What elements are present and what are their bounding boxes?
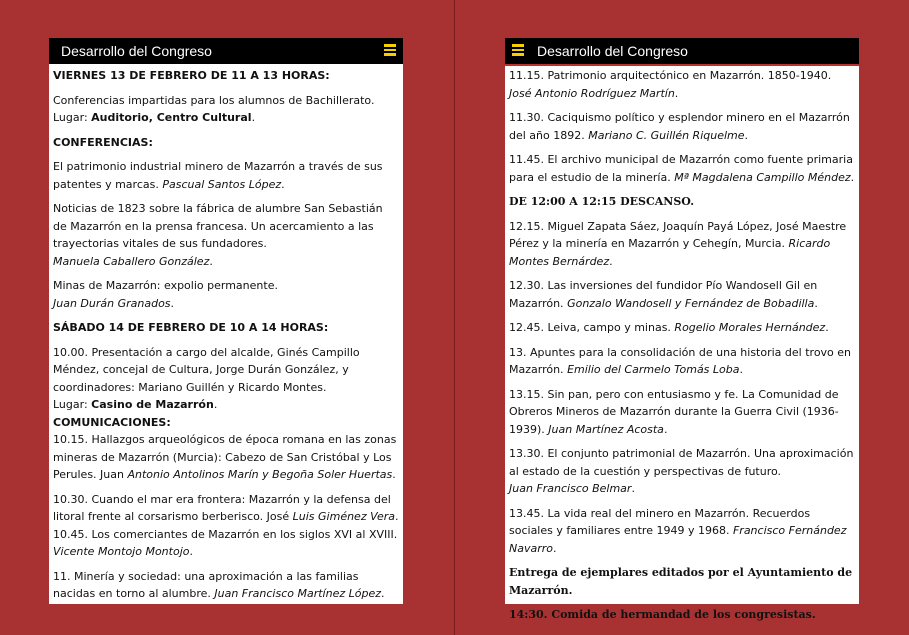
conferences-heading: CONFERENCIAS: (53, 135, 153, 149)
right-panel-body (505, 66, 859, 624)
list-item: 12.30. Las inversiones del fundidor Pío Wandosell Gil en Mazarrón. Gonzalo Wandosell y Fernández de Bobadilla. (509, 279, 818, 310)
list-item: 13.15. Sin pan, pero con entusiasmo y fe. La Comunidad de Obreros Mineros de Mazarrón durante la Guerra Civil (1936-1939). Juan Martínez Acosta. (509, 387, 839, 436)
left-panel-body (49, 64, 403, 603)
list-item: 10.15. Hallazgos arqueológicos de época romana en las zonas mineras de Mazarrón (Murcia): Cabezo de San Cristóbal y Los Perules. Juan Antonio Antolinos Marín y Begoña Soler Huertas. (53, 433, 397, 481)
list-item: 11.15. Patrimonio arquitectónico en Mazarrón. 1850-1940. José Antonio Rodríguez Martín. (509, 69, 832, 100)
lunch-note: 14:30. Comida de hermandad de los congresistas. (509, 608, 816, 621)
delivery-note: Entrega de ejemplares editados por el Ayuntamiento de Mazarrón. (509, 566, 853, 597)
panel-title: Desarrollo del Congreso (537, 43, 688, 59)
right-panel-header (505, 38, 859, 64)
right-panel (505, 38, 859, 621)
break-heading: DE 12:00 A 12:15 DESCANSO. (509, 195, 695, 208)
list-item: 13.30. El conjunto patrimonial de Mazarrón. Una aproximación al estado de la cuestión y perspectivas de futuro. Juan Francisco Belmar. (509, 447, 854, 495)
list-item: 11.45. El archivo municipal de Mazarrón como fuente primaria para el estudio de la minería. Mª Magdalena Campillo Méndez. (509, 153, 855, 184)
list-item: 12.15. Miguel Zapata Sáez, Joaquín Payá López, José Maestre Pérez y la minería en Mazarrón y Cehegín, Murcia. Ricardo Montes Bernárdez. (509, 219, 847, 268)
list-item: 13. Apuntes para la consolidación de una historia del trovo en Mazarrón. Emilio del Carmelo Tomás Loba. (509, 345, 852, 376)
hamburger-menu-icon[interactable] (384, 44, 396, 56)
list-item: 11.30. Caciquismo político y esplendor minero en el Mazarrón del año 1892. Mariano C. Guillén Riquelme. (509, 111, 850, 142)
left-panel-header (49, 38, 403, 64)
list-item: El patrimonio industrial minero de Mazarrón a través de sus patentes y marcas. Pascual Santos López. (53, 160, 383, 191)
hamburger-menu-icon[interactable] (512, 44, 524, 56)
friday-intro: Conferencias impartidas para los alumnos de Bachillerato. Lugar: Auditorio, Centro Cultural. (53, 93, 375, 124)
list-item: 10.45. Los comerciantes de Mazarrón en los siglos XVI al XVIII. Vicente Montojo Montojo. (53, 527, 398, 558)
list-item: Minas de Mazarrón: expolio permanente. Juan Durán Granados. (53, 279, 278, 310)
list-item: 12.45. Leiva, campo y minas. Rogelio Morales Hernández. (509, 321, 829, 334)
list-item: 11. Minería y sociedad: una aproximación a las familias nacidas en torno al alumbre. Juan Francisco Martínez López. (53, 569, 385, 600)
list-item: 10.30. Cuando el mar era frontera: Mazarrón y la defensa del litoral frente al corsarismo berberisco. José Luis Giménez Vera. (53, 492, 399, 523)
list-item: Noticias de 1823 sobre la fábrica de alumbre San Sebastián de Mazarrón en la prensa francesa. Un acercamiento a las trayectorias vitales de sus fundadores. Manuela Caballero González. (53, 202, 383, 268)
list-item: 13.45. La vida real del minero en Mazarrón. Recuerdos sociales y familiares entre 1949 y 1968. Francisco Fernández Navarro. (509, 506, 847, 555)
left-panel (49, 38, 403, 604)
friday-heading: VIERNES 13 DE FEBRERO DE 11 A 13 HORAS: (53, 69, 330, 82)
page-divider (454, 0, 455, 635)
saturday-heading: SÁBADO 14 DE FEBRERO DE 10 A 14 HORAS: (53, 321, 329, 334)
list-item: 10.00. Presentación a cargo del alcalde, Ginés Campillo Méndez, concejal de Cultura, Jorge Durán González, y coordinadores: Mariano Guillén y Ricardo Montes. Lugar: Casino de Mazarrón. (53, 345, 360, 411)
communications-heading: COMUNICACIONES: (53, 415, 171, 429)
panel-title: Desarrollo del Congreso (61, 43, 212, 59)
